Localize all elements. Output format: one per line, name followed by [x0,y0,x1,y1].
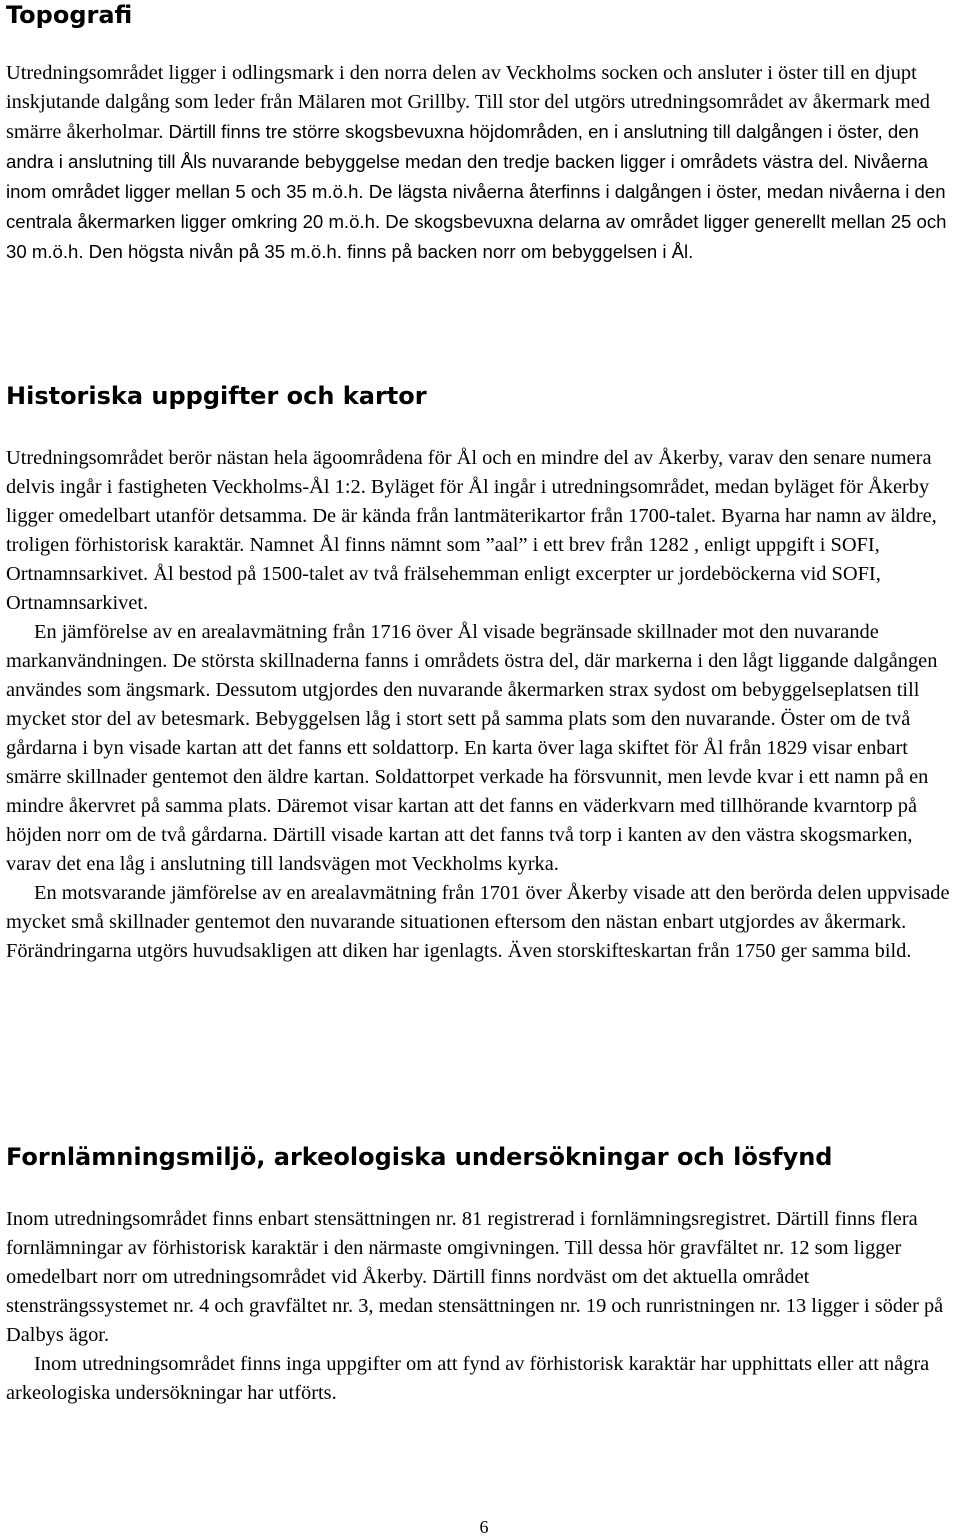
section-heading-fornlamning: Fornlämningsmiljö, arkeologiska undersökningar och lösfynd [6,1143,833,1171]
fornlamning-paragraph-2: Inom utredningsområdet finns inga uppgifter om att fynd av förhistorisk karaktär har upphittats eller att några arkeologiska undersökningar har utförts. [6,1353,930,1404]
page-number: 6 [479,1517,489,1537]
section-heading-historiska: Historiska uppgifter och kartor [6,382,427,410]
topografi-sans-text: Därtill finns tre större skogsbevuxna höjdområden, en i anslutning till dalgången i öster, den andra i anslutning till Åls nuvarande bebyggelse medan den tredje backen ligger i områdets västra del. Nivåerna inom området ligger mellan 5 och 35 m.ö.h. De lägsta nivåerna återfinns i dalgången i öster, medan nivåerna i den centrala åkermarken ligger omkring 20 m.ö.h. De skogsbevuxna delarna av området ligger generellt mellan 25 och 30 m.ö.h. Den högsta nivån på 35 m.ö.h. finns på backen norr om bebyggelsen i Ål. [6,121,947,262]
fornlamning-text [6,1205,960,1408]
topografi-serif-text: Utredningsområdet ligger i odlingsmark i den norra delen av Veckholms socken och ansluter i öster till en djupt inskjutande dalgång som leder från Mälaren mot Grillby. Till stor del utgörs utredningsområdet av åkermark med smärre åkerholmar. [6,62,930,143]
topografi-paragraph [6,59,960,267]
section-heading-topografi: Topografi [6,1,133,29]
historiska-paragraph-2: En jämförelse av en arealavmätning från 1716 över Ål visade begränsade skillnader mot den nuvarande markanvändningen. De största skillnaderna fanns i områdets östra del, där markerna i den lågt liggande dalgången användes som ängsmark. Dessutom utgjordes den nuvarande åkermarken strax sydost om bebyggelseplatsen till mycket stor del av betesmark. Bebyggelsen låg i stort sett på samma plats som den nuvarande. Öster om de två gårdarna i byn visade kartan att det fanns ett soldattorp. En karta över laga skiftet för Ål från 1829 visar enbart smärre skillnader gentemot den äldre kartan. Soldattorpet verkade ha försvunnit, men levde kvar i ett namn på en mindre åkervret på samma plats. Däremot visar kartan att det fanns en väderkvarn med tillhörande kvarntorp på höjden norr om de två gårdarna. Därtill visade kartan att det fanns två torp i kanten av den västra skogsmarken, varav det ena låg i anslutning till landsvägen mot Veckholms kyrka. [6,621,938,875]
fornlamning-paragraph-1: Inom utredningsområdet finns enbart stensättningen nr. 81 registrerad i fornlämningsregistret. Därtill finns flera fornlämningar av förhistorisk karaktär i den närmaste omgivningen. Till dessa hör gravfältet nr. 12 som ligger omedelbart norr om utredningsområdet vid Åkerby. Därtill finns nordväst om det aktuella området stensträngssystemet nr. 4 och gravfältet nr. 3, medan stensättningen nr. 19 och runristningen nr. 13 ligger i söder på Dalbys ägor. [6,1208,944,1346]
historiska-paragraph-3: En motsvarande jämförelse av en arealavmätning från 1701 över Åkerby visade att den berörda delen uppvisade mycket små skillnader gentemot den nuvarande situationen eftersom den nästan enbart utgjordes av åkermark. Förändringarna utgörs huvudsakligen att diken har igenlagts. Även storskifteskartan från 1750 ger samma bild. [6,882,950,962]
historiska-text [6,444,960,966]
historiska-paragraph-1: Utredningsområdet berör nästan hela ägoområdena för Ål och en mindre del av Åkerby, varav den senare numera delvis ingår i fastigheten Veckholms-Ål 1:2. Byläget för Ål ingår i utredningsområdet, medan byläget för Åkerby ligger omedelbart utanför detsamma. De är kända från lantmäterikartor från 1700-talet. Byarna har namn av äldre, troligen förhistorisk karaktär. Namnet Ål finns nämnt som ”aal” i ett brev från 1282 , enligt uppgift i SOFI, Ortnamnsarkivet. Ål bestod på 1500-talet av två frälsehemman enligt excerpter ur jordeböckerna vid SOFI, Ortnamnsarkivet. [6,447,937,614]
topografi-text [6,59,960,267]
